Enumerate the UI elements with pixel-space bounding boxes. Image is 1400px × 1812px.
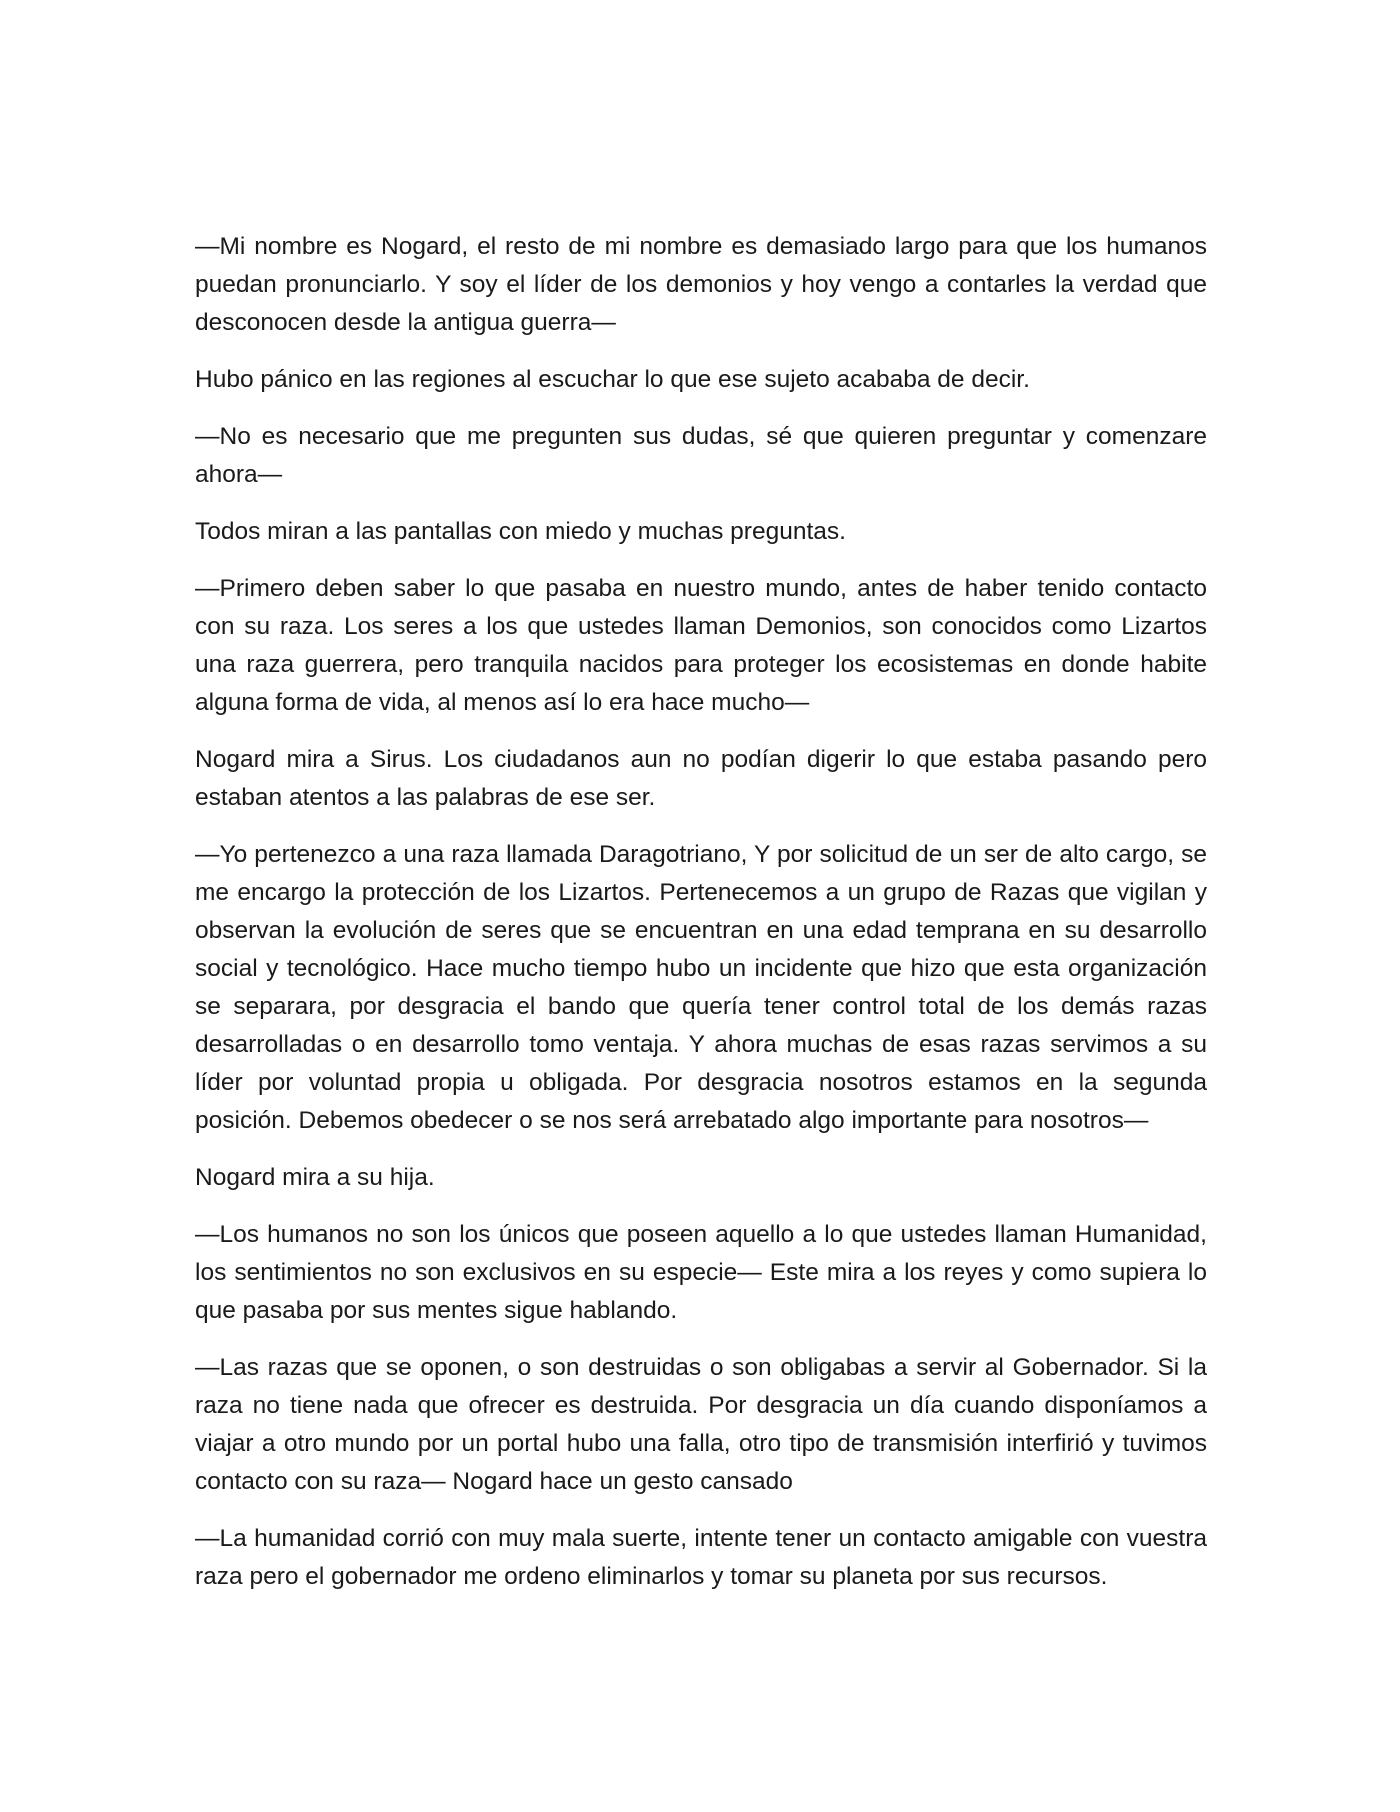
paragraph: —Los humanos no son los únicos que poseen aquello a lo que ustedes llaman Humanidad, los sentimientos no son exclusivos en su especie— Este mira a los reyes y como supiera lo que pasaba por sus mentes sigue hablando. — [195, 1221, 1207, 1324]
paragraph: —Las razas que se oponen, o son destruidas o son obligabas a servir al Gobernador. Si la raza no tiene nada que ofrecer es destruida. Por desgracia un día cuando disponíamos a viajar a otro mundo por un portal hubo una falla, otro tipo de transmisión interfirió y tuvimos contacto con su raza— Nogard hace un gesto cansado — [195, 1354, 1207, 1495]
paragraph: —Yo pertenezco a una raza llamada Daragotriano, Y por solicitud de un ser de alto cargo, se me encargo la protección de los Lizartos. Pertenecemos a un grupo de Razas que vigilan y observan la evolución de seres que se encuentran en una edad temprana en su desarrollo social y tecnológico. Hace mucho tiempo hubo un incidente que hizo que esta organización se separara, por desgracia el bando que quería tener control total de los demás razas desarrolladas o en desarrollo tomo ventaja. Y ahora muchas de esas razas servimos a su líder por voluntad propia u obligada. Por desgracia nosotros estamos en la segunda posición. Debemos obedecer o se nos será arrebatado algo importante para nosotros— — [195, 841, 1207, 1134]
paragraph: —Primero deben saber lo que pasaba en nuestro mundo, antes de haber tenido contacto con su raza. Los seres a los que ustedes llaman Demonios, son conocidos como Lizartos una raza guerrera, pero tranquila nacidos para proteger los ecosistemas en donde habite alguna forma de vida, al menos así lo era hace mucho— — [195, 575, 1207, 716]
paragraph: Todos miran a las pantallas con miedo y muchas preguntas. — [195, 518, 846, 545]
paragraph: Nogard mira a Sirus. Los ciudadanos aun no podían digerir lo que estaba pasando pero estaban atentos a las palabras de ese ser. — [195, 746, 1207, 811]
paragraph: Nogard mira a su hija. — [195, 1164, 435, 1191]
paragraph: —Mi nombre es Nogard, el resto de mi nombre es demasiado largo para que los humanos puedan pronunciarlo. Y soy el líder de los demonios y hoy vengo a contarles la verdad que desconocen desde la antigua guerra— — [195, 233, 1207, 336]
paragraph: Hubo pánico en las regiones al escuchar lo que ese sujeto acababa de decir. — [195, 366, 1030, 393]
document-body — [195, 228, 1207, 1615]
paragraph: —No es necesario que me pregunten sus dudas, sé que quieren preguntar y comenzare ahora— — [195, 423, 1207, 488]
paragraph: —La humanidad corrió con muy mala suerte, intente tener un contacto amigable con vuestra raza pero el gobernador me ordeno eliminarlos y tomar su planeta por sus recursos. — [195, 1525, 1207, 1590]
